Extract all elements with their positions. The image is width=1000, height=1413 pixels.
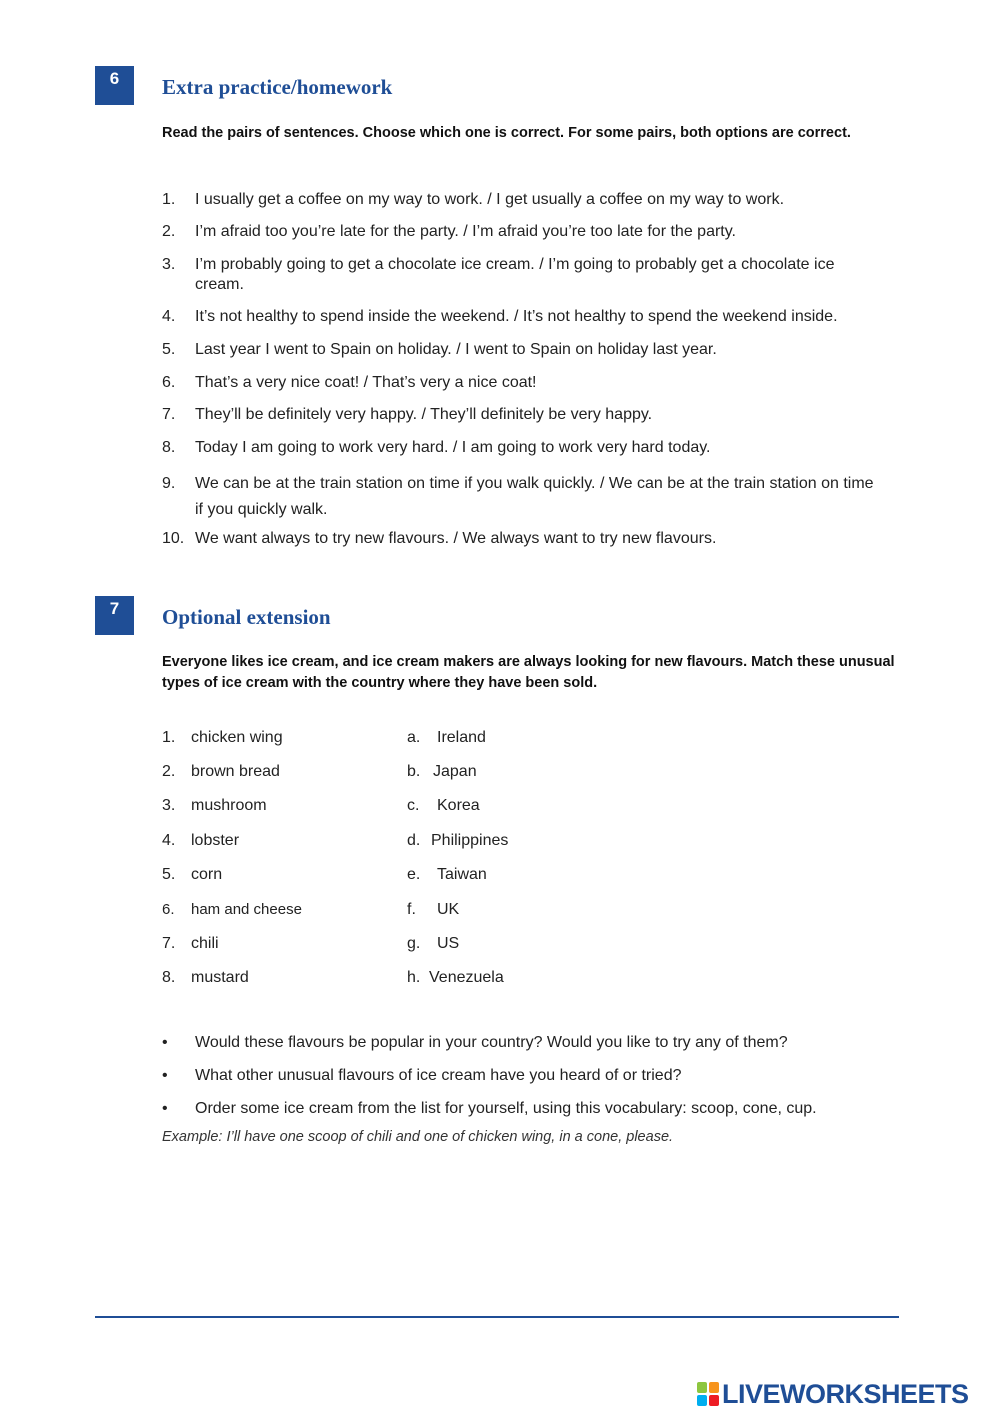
sentence-text: That’s a very nice coat! / That’s very a nice coat! bbox=[195, 374, 537, 391]
flavour-text: lobster bbox=[191, 832, 240, 849]
bullet-text: Would these flavours be popular in your country? Would you like to try any of them? bbox=[195, 1034, 788, 1051]
flavour-number: 3. bbox=[162, 797, 176, 814]
flavour-number: 4. bbox=[162, 832, 176, 849]
sentence-number: 4. bbox=[162, 308, 176, 325]
flavour-number: 5. bbox=[162, 866, 176, 883]
section-7-number: 7 bbox=[95, 596, 134, 635]
flavour-text: brown bread bbox=[191, 763, 280, 780]
country-text: Taiwan bbox=[437, 866, 487, 883]
footer-divider bbox=[95, 1316, 899, 1318]
country-text: Korea bbox=[437, 797, 480, 814]
sentence-number: 10. bbox=[162, 530, 185, 547]
country-letter: a. bbox=[407, 729, 421, 746]
flavour-number: 1. bbox=[162, 729, 176, 746]
country-text: Philippines bbox=[431, 832, 509, 849]
flavour-text: mustard bbox=[191, 969, 249, 986]
bullet-text: What other unusual flavours of ice cream have you heard of or tried? bbox=[195, 1067, 682, 1084]
section-6-number: 6 bbox=[95, 66, 134, 105]
liveworksheets-logo[interactable] bbox=[697, 1378, 969, 1410]
bullet-symbol: • bbox=[162, 1100, 168, 1117]
sentence-text: They’ll be definitely very happy. / They’ll definitely be very happy. bbox=[195, 406, 653, 423]
sentence-number: 1. bbox=[162, 191, 176, 208]
country-letter: f. bbox=[407, 901, 416, 918]
flavour-text: mushroom bbox=[191, 797, 267, 814]
section-7-title: Optional extension bbox=[162, 605, 331, 629]
example-sentence: Example: I’ll have one scoop of chili and one of chicken wing, in a cone, please. bbox=[162, 1129, 674, 1145]
bullet-symbol: • bbox=[162, 1067, 168, 1084]
bullet-text: Order some ice cream from the list for yourself, using this vocabulary: scoop, cone, cup. bbox=[195, 1100, 817, 1117]
flavour-number: 7. bbox=[162, 935, 176, 952]
sentence-text: It’s not healthy to spend inside the weekend. / It’s not healthy to spend the weekend inside. bbox=[195, 308, 838, 325]
sentence-number: 5. bbox=[162, 341, 176, 358]
sentence-number: 6. bbox=[162, 374, 176, 391]
sentence-text: I’m probably going to get a chocolate ice cream. / I’m going to probably get a chocolate ice cream. bbox=[195, 256, 835, 293]
flavour-text: ham and cheese bbox=[191, 901, 302, 918]
country-letter: h. bbox=[407, 969, 421, 986]
logo-square-green bbox=[697, 1382, 707, 1393]
flavour-text: chicken wing bbox=[191, 729, 283, 746]
sentence-text: I’m afraid too you’re late for the party. / I’m afraid you’re too late for the party. bbox=[195, 223, 736, 240]
bullet-symbol: • bbox=[162, 1034, 168, 1051]
country-text: UK bbox=[437, 901, 460, 918]
logo-text: LIVEWORKSHEETS bbox=[722, 1378, 969, 1409]
country-text: Japan bbox=[433, 763, 477, 780]
country-text: US bbox=[437, 935, 460, 952]
sentence-number: 8. bbox=[162, 439, 176, 456]
country-text: Venezuela bbox=[429, 969, 504, 986]
country-letter: d. bbox=[407, 832, 421, 849]
section-6-title: Extra practice/homework bbox=[162, 75, 393, 99]
sentence-text: I usually get a coffee on my way to work. / I get usually a coffee on my way to work. bbox=[195, 191, 785, 208]
sentence-number: 2. bbox=[162, 223, 176, 240]
logo-square-blue bbox=[697, 1395, 707, 1406]
country-text: Ireland bbox=[437, 729, 486, 746]
sentence-number: 7. bbox=[162, 406, 176, 423]
flavour-number: 8. bbox=[162, 969, 176, 986]
liveworksheets-logo-icon bbox=[697, 1382, 719, 1406]
logo-square-orange bbox=[709, 1382, 719, 1393]
country-letter: c. bbox=[407, 797, 420, 814]
flavour-number: 6. bbox=[162, 901, 175, 918]
country-letter: e. bbox=[407, 866, 421, 883]
country-letter: b. bbox=[407, 763, 421, 780]
flavour-text: chili bbox=[191, 935, 219, 952]
sentence-number: 3. bbox=[162, 256, 176, 273]
sentence-text: Today I am going to work very hard. / I am going to work very hard today. bbox=[195, 439, 711, 456]
sentence-text: We can be at the train station on time if you walk quickly. / We can be at the train station on time if you quickly walk. bbox=[195, 475, 874, 518]
flavour-text: corn bbox=[191, 866, 223, 883]
sentence-text: Last year I went to Spain on holiday. / I went to Spain on holiday last year. bbox=[195, 341, 717, 358]
section-6-instruction: Read the pairs of sentences. Choose which one is correct. For some pairs, both options are correct. bbox=[162, 125, 851, 141]
sentence-number: 9. bbox=[162, 475, 176, 492]
sentence-text: We want always to try new flavours. / We always want to try new flavours. bbox=[195, 530, 717, 547]
flavour-number: 2. bbox=[162, 763, 176, 780]
logo-square-red bbox=[709, 1395, 719, 1406]
section-7-instruction: Everyone likes ice cream, and ice cream makers are always looking for new flavours. Match these unusual types of ice cream with the country where they have been sold. bbox=[162, 654, 895, 691]
country-letter: g. bbox=[407, 935, 421, 952]
